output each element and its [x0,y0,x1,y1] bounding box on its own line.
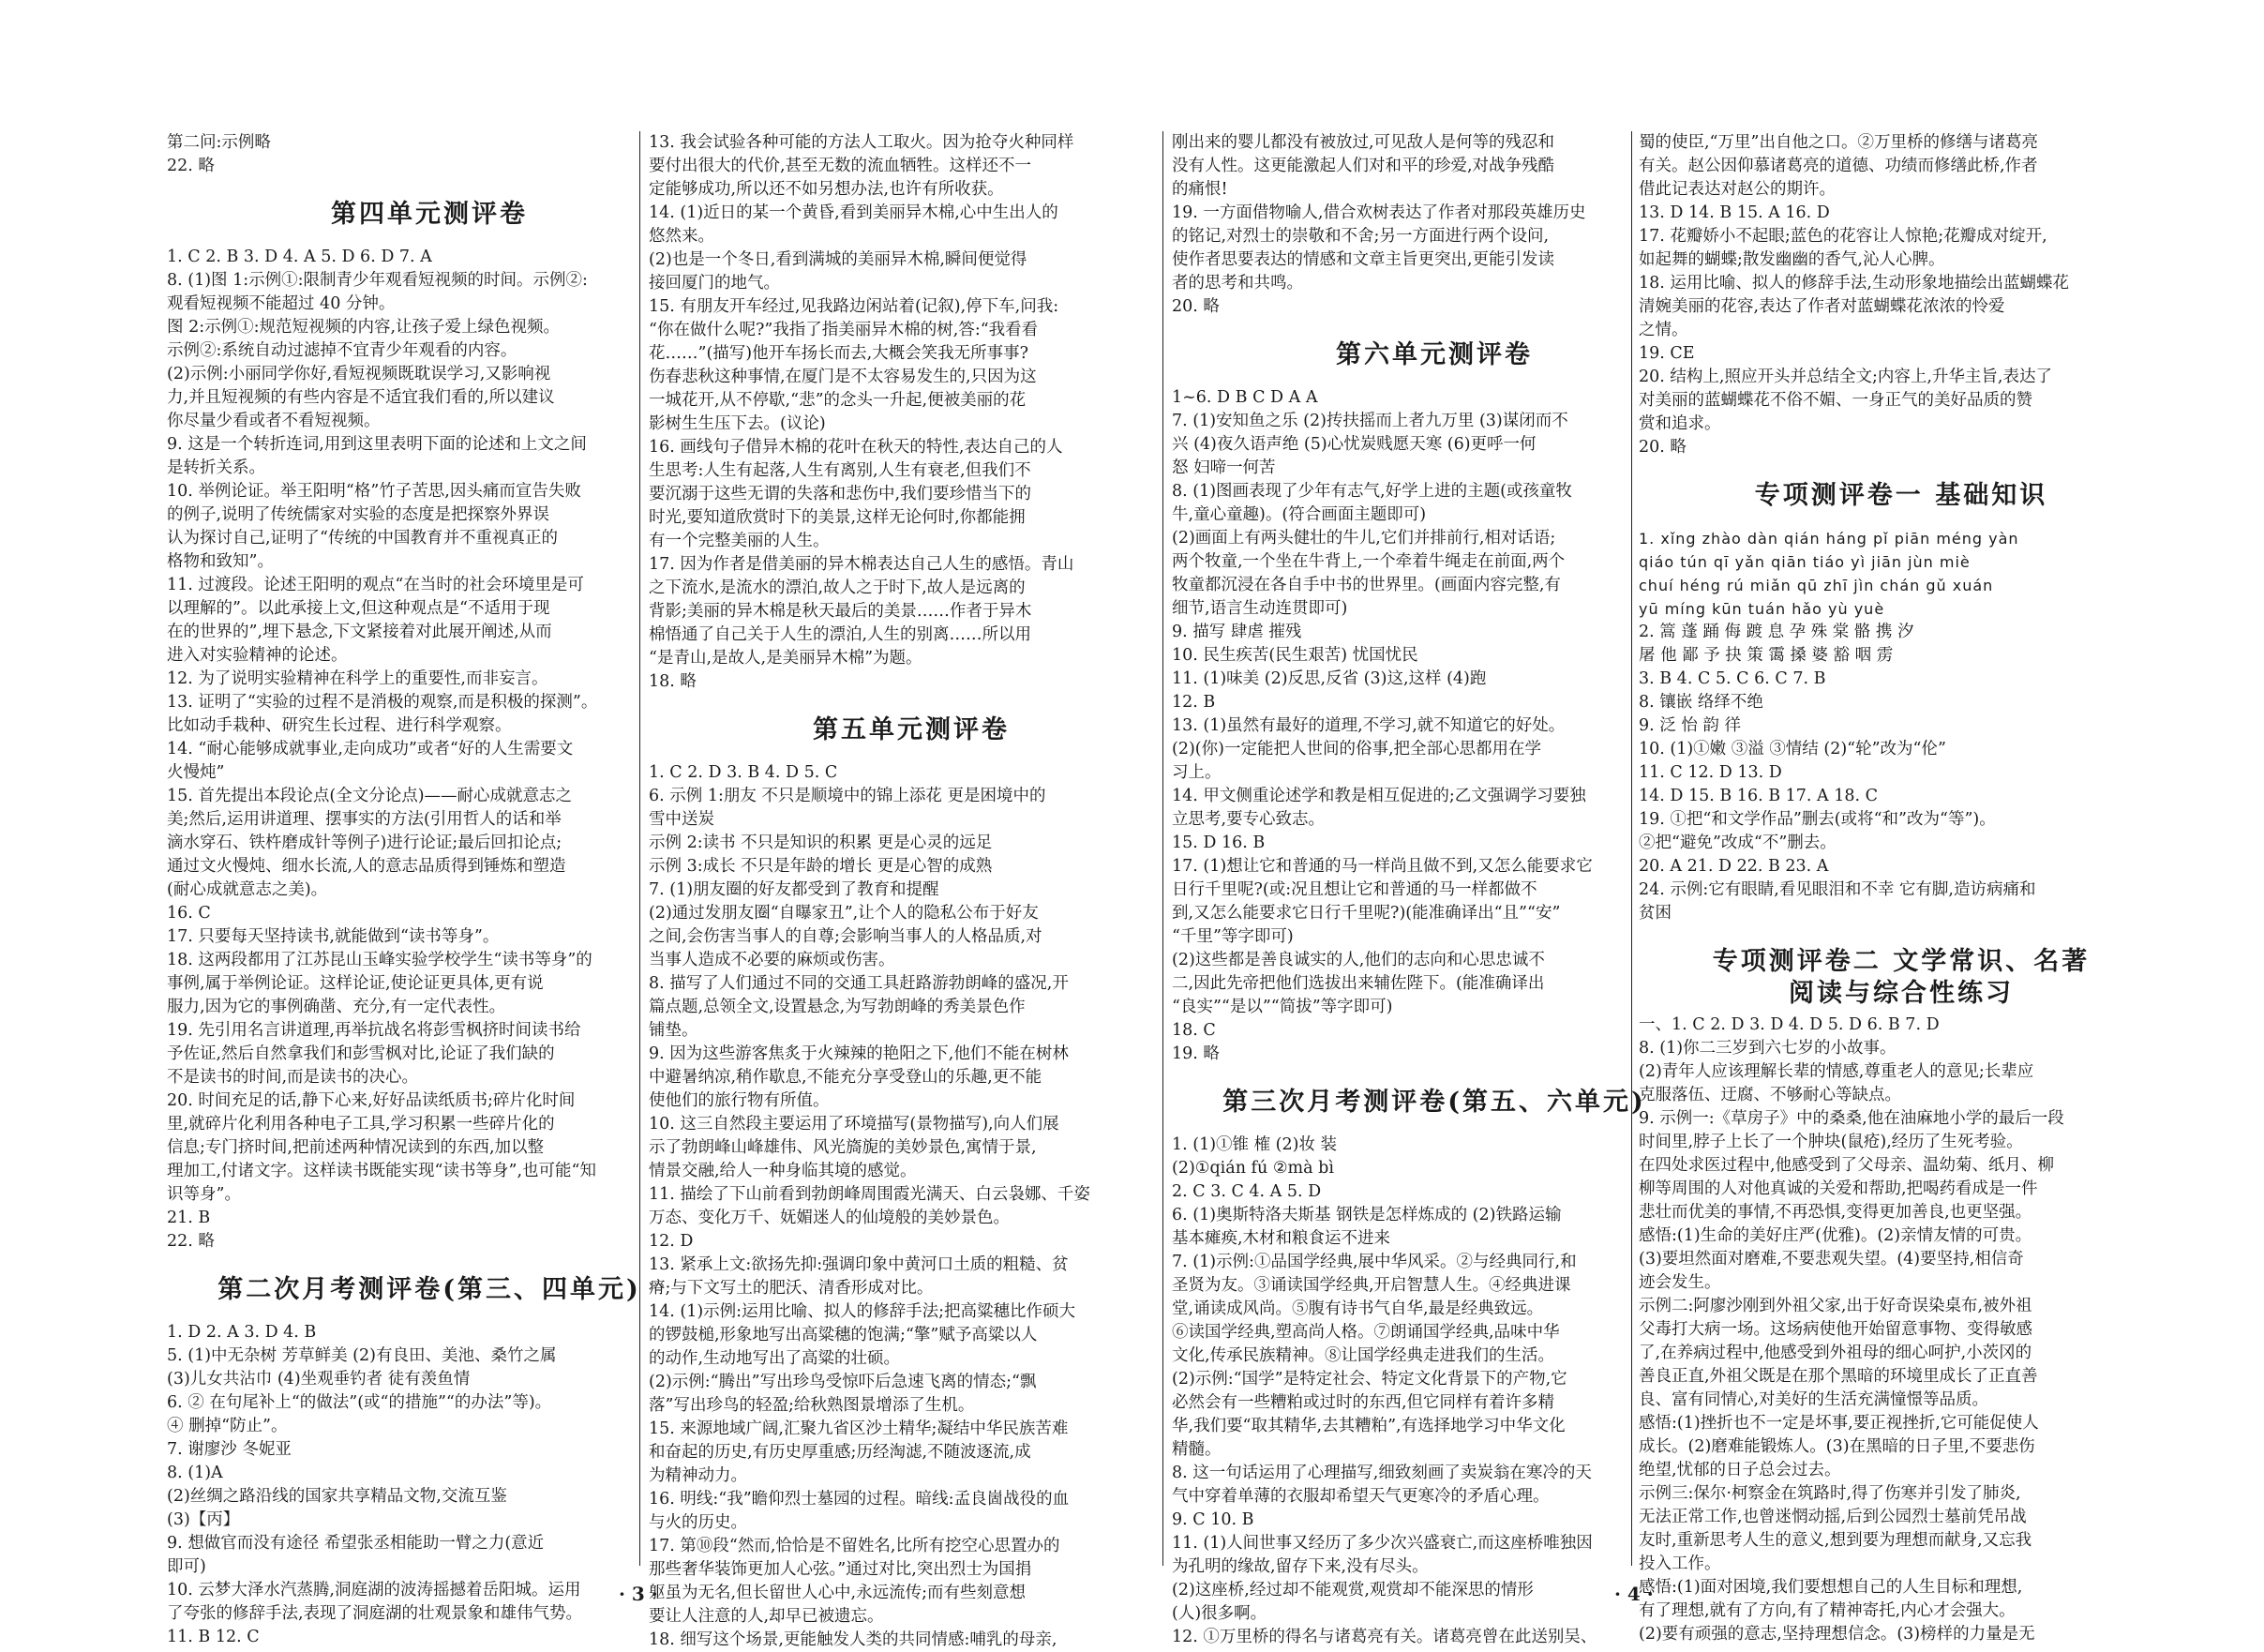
answer-line: 比如动手栽种、研究生长过程、进行科学观察。 [167,716,512,735]
answer-line: 要沉溺于这些无谓的失落和悲伤中,我们要珍惜当下的 [649,485,1032,503]
answer-line: 雪中送炭 [649,810,714,829]
answer-line: 为孔明的缘故,留存下来,没有尽头。 [1172,1557,1429,1576]
answer-line: 有一个完整美丽的人生。 [649,532,830,550]
answer-line: 14. D 15. B 16. B 17. A 18. C [1639,787,1878,805]
answer-line: (2)示例:“腾出”写出珍鸟受惊吓后急速飞离的情态;“飘 [649,1373,1037,1391]
answer-line: 19. 先引用名言讲道理,再举抗战名将彭雪枫挤时间读书给 [167,1021,581,1040]
answer-line: 绝望,忧郁的日子总会过去。 [1639,1461,1841,1479]
answer-line: 一、1. C 2. D 3. D 4. D 5. D 6. B 7. D [1639,1015,1940,1034]
column-3 [1172,131,1697,1649]
answer-line: 背影;美丽的异木棉是秋天最后的美景……作者于异木 [649,602,1032,621]
section-title-exam3: 第三次月考测评卷(第五、六单元) [1222,1088,1646,1117]
answer-line: ⑥读国学经典,塑高尚人格。⑦朗诵国学经典,品味中华 [1172,1323,1560,1342]
answer-line: 伤春悲秋这种事情,在厦门是不太容易发生的,只因为这 [649,368,1037,386]
answer-line: 善良正直,外祖父既是在那个黑暗的环境里成长了正直善 [1639,1367,2038,1386]
answer-line: 信息;专门挤时间,把前述两种情况读到的东西,加以整 [167,1138,545,1157]
answer-line: 无法正常工作,也曾迷惘动摇,后到公园烈士墓前凭吊战 [1639,1508,2027,1526]
answer-line: 6. 示例 1:朋友 不只是顺境中的锦上添花 更是困境中的 [649,787,1046,805]
section-title-exam2: 第二次月考测评卷(第三、四单元) [217,1275,641,1304]
answer-line: 通过文火慢炖、细水长流,人的意志品质得到锤炼和塑造 [167,857,566,876]
answer-line: 时间里,脖子上长了一个肿块(鼠疮),经历了生死考验。 [1639,1133,2023,1151]
answer-line: 华,我们要“取其精华,去其糟粕”,有选择地学习中华文化 [1172,1417,1566,1435]
answer-line: (2)这些都是善良诚实的人,他们的志向和心思忠诚不 [1172,951,1545,969]
answer-line: 示例 3:成长 不只是年龄的增长 更是心智的成熟 [649,857,993,876]
answer-line: yū míng kūn tuán hǎo yù yuè [1639,600,1885,618]
answer-line: 示了勃朗峰山峰雄伟、风光旖旎的美妙景色,寓情于景, [649,1138,1037,1157]
answer-line: 习上。 [1172,763,1222,782]
section-title-unit5: 第五单元测评卷 [813,715,1010,744]
answer-line: 13. (1)虽然有最好的道理,不学习,就不知道它的好处。 [1172,716,1566,735]
answer-line: 示例三:保尔·柯察金在筑路时,得了伤寒并引发了肺炎, [1639,1484,2021,1503]
answer-line: 13. D 14. B 15. A 16. D [1639,203,1830,222]
answer-line: 与火的历史。 [649,1513,747,1532]
answer-line: 迹会发生。 [1639,1273,1721,1292]
page-number-left: · 3 · [619,1583,658,1605]
answer-line: 日行千里呢?(或:况且想让它和普通的马一样都做不 [1172,880,1537,899]
answer-line: 事例,属于举例论证。这样论证,使论证更具体,更有说 [167,974,544,993]
answer-line: 文化,传承民族精神。⑧让国学经典走进我们的生活。 [1172,1346,1555,1365]
section-title-special1: 专项测评卷一 基础知识 [1754,481,2048,510]
answer-line: 10. (1)①嫩 ③溢 ③情结 (2)“轮”改为“伦” [1639,740,1946,758]
answer-line: 7. 谢廖沙 冬妮亚 [167,1440,292,1459]
answer-line: 良、富有同情心,对美好的生活充满憧憬等品质。 [1639,1390,1989,1409]
answer-line: 者的思考和共鸣。 [1172,274,1303,293]
answer-line: 影树生生压下去。(议论) [649,414,826,433]
answer-line: 清婉美丽的花容,表达了作者对蓝蝴蝶花浓浓的怜爱 [1639,297,2005,316]
answer-line: 11. (1)味美 (2)反思,反省 (3)这,这样 (4)跑 [1172,669,1487,688]
answer-line: (耐心成就意志之美)。 [167,880,328,899]
answer-line: (2)这座桥,经过却不能观赏,观赏却不能深思的情形 [1172,1581,1534,1599]
answer-line: 19. 略 [1172,1044,1220,1063]
answer-line: 18. C [1172,1021,1216,1040]
answer-line: 细节,语言生动连贯即可) [1172,599,1348,618]
answer-line: 8. (1)你二三岁到六七岁的小故事。 [1639,1039,1897,1058]
answer-line: 到,又怎么能要求它日行千里呢?)(能准确译出“且”“安” [1172,904,1561,923]
answer-line: 6. (1)奥斯特洛夫斯基 钢铁是怎样炼成的 (2)铁路运输 [1172,1206,1562,1224]
answer-line: 7. (1)安知鱼之乐 (2)抟扶摇而上者九万里 (3)谋闭而不 [1172,412,1568,430]
answer-line: 屠 他 鄙 予 抉 策 霭 搡 婆 豁 咽 雳 [1639,646,1894,665]
answer-line: 1. xǐng zhào dàn qián háng pǐ piān méng yàn [1639,530,2019,548]
answer-line: 牧童都沉浸在各自手中书的世界里。(画面内容完整,有 [1172,576,1561,594]
answer-line: 悲壮而优美的事情,不再恐惧,变得更加善良,也更坚强。 [1639,1203,2032,1222]
section-title-special2-line1: 专项测评卷二 文学常识、名著 [1712,947,2091,976]
answer-line: 对美丽的蓝蝴蝶花不俗不媚、一身正气的美好品质的赞 [1639,391,2032,410]
answer-line: 使他们的旅行物有所值。 [649,1091,830,1110]
answer-line: 在的世界的”,埋下悬念,下文紧接着对此展开阐述,从而 [167,623,552,641]
answer-line: 11. 描绘了下山前看到勃朗峰周围霞光满天、白云袅娜、千姿 [649,1185,1090,1204]
answer-line: 铺垫。 [649,1021,698,1040]
answer-line: 9. 想做官而没有途径 希望张丞相能助一臂之力(意近 [167,1534,545,1553]
answer-line: 花……”(描写)他开车扬长而去,大概会笑我无所事事? [649,344,1029,363]
answer-line: 22. 略 [167,1232,215,1251]
answer-line: 18. 运用比喻、拟人的修辞手法,生动形象地描绘出蓝蝴蝶花 [1639,274,2069,293]
answer-line: 赏和追求。 [1639,414,1721,433]
answer-line: (3)儿女共沾巾 (4)坐观垂钓者 徒有羡鱼情 [167,1370,471,1389]
answer-line: 接回厦门的地气。 [649,274,780,293]
answer-line: 了,在养病过程中,他感受到外祖母的细心呵护,小茨冈的 [1639,1344,2032,1362]
answer-line: 情景交融,给人一种身临其境的感觉。 [649,1162,917,1180]
answer-line: 投入工作。 [1639,1554,1721,1573]
answer-line: 9. C 10. B [1172,1510,1254,1529]
answer-line: 16. 明线:“我”瞻仰烈士墓园的过程。暗线:孟良崮战役的血 [649,1490,1070,1509]
answer-line: 理加工,付诸文字。这样读书既能实现“读书等身”,也可能“知 [167,1162,596,1180]
answer-line: 是转折关系。 [167,458,265,477]
answer-line: 篇点题,总领全文,设置悬念,为写勃朗峰的秀美景色作 [649,998,1026,1016]
answer-line: 20. 时间充足的话,静下心来,好好品读纸质书;碎片化时间 [167,1091,576,1110]
answer-line: 予佐证,然后自然拿我们和彭雪枫对比,论证了我们缺的 [167,1044,555,1063]
answer-line: 17. 只要每天坚持读书,就能做到“读书等身”。 [167,927,500,946]
answer-line: 有了理想,就有了方向,有了精神寄托,内心才会强大。 [1639,1601,2016,1620]
answer-line: 22. 略 [167,157,215,175]
answer-line: 10. 云梦大泽水汽蒸腾,洞庭湖的波涛摇撼着岳阳城。运用 [167,1581,581,1599]
answer-line: 棉悟通了自己关于人生的漂泊,人生的别离……所以用 [649,625,1032,644]
answer-line: 圣贤为友。③诵读国学经典,开启智慧人生。④经典进课 [1172,1276,1571,1295]
answer-line: 8. (1)A [167,1464,223,1482]
answer-line: (2)也是一个冬日,看到满城的美丽异木棉,瞬间便觉得 [649,250,1027,269]
section-title-special2 [1639,946,2164,1010]
answer-line: “你在做什么呢?”我指了指美丽异木棉的树,答:“我看看 [649,321,1039,339]
answer-line: 怒 妇啼一何苦 [1172,458,1276,477]
answer-line: 11. C 12. D 13. D [1639,763,1782,782]
answer-line: 1. C 2. B 3. D 4. A 5. D 6. D 7. A [167,248,432,266]
answer-line: 8. 这一句话运用了心理描写,细致刻画了卖炭翁在寒冷的天 [1172,1464,1592,1482]
answer-line: 10. 举例论证。举王阳明“格”竹子苦思,因头痛而宣告失败 [167,482,581,501]
answer-line: 13. 紧承上文:欲扬先抑:强调印象中黄河口土质的粗糙、贫 [649,1255,1069,1274]
answer-line: 13. 证明了“实验的过程不是消极的观察,而是积极的探测”。 [167,693,598,712]
answer-line: 16. 画线句子借异木棉的花叶在秋天的特性,表达自己的人 [649,438,1063,457]
answer-line: 兴 (4)夜久语声绝 (5)心忧炭贱愿天寒 (6)更呼一何 [1172,435,1537,454]
answer-line: 的锣鼓槌,形象地写出高粱穗的饱满;“擎”赋予高粱以人 [649,1326,1038,1344]
answer-line: 当事人造成不必要的麻烦或伤害。 [649,951,895,969]
answer-line: 力,并且短视频的有些内容是不适宜我们看的,所以建议 [167,388,555,407]
answer-line: 8. 描写了人们通过不同的交通工具赶路游勃朗峰的盛况,开 [649,974,1069,993]
answer-line: 的例子,说明了传统儒家对实验的态度是把探察外界误 [167,505,550,524]
answer-line: 瘠;与下文写土的肥沃、清香形成对比。 [649,1279,934,1298]
answer-line: 不是读书的时间,而是读书的决心。 [167,1068,419,1087]
answer-line: 观看短视频不能超过 40 分钟。 [167,294,396,313]
answer-line: (2)示例:“国学”是特定社会、特定文化背景下的产物,它 [1172,1370,1567,1389]
answer-line: ②把“避免”改成“不”删去。 [1639,834,1837,852]
answer-line: 要让人注意的人,却早已被遗忘。 [649,1607,884,1626]
answer-line: 11. B 12. C [167,1628,260,1646]
answer-line: 8. 镶嵌 络绎不绝 [1639,693,1763,712]
answer-line: 1~6. D B C D A A [1172,388,1318,407]
answer-line: 7. (1)朋友圈的好友都受到了教育和提醒 [649,880,939,899]
answer-line: (2)画面上有两头健壮的牛儿,它们并排前行,相对话语; [1172,529,1556,548]
answer-line: 17. (1)想让它和普通的马一样尚且做不到,又怎么能要求它 [1172,857,1593,876]
answer-line: 滴水穿石、铁杵磨成针等例子)进行论证;最后回扣论点; [167,834,562,852]
answer-line: 蜀的使臣,“万里”出自他之口。②万里桥的修缮与诸葛亮 [1639,133,2038,152]
answer-line: (2)①qián fú ②mà bì [1172,1159,1334,1178]
answer-line: 牛,童心童趣)。(符合画面主题即可) [1172,505,1427,524]
answer-line: 的铭记,对烈士的崇敬和不舍;另一方面进行两个设问, [1172,227,1550,246]
answer-line: “千里”等字即可) [1172,927,1294,946]
answer-line: 为精神动力。 [649,1466,747,1485]
answer-line: 生思考:人生有起落,人生有离别,人生有衰老,但我们不 [649,461,1031,480]
answer-line: (2)丝绸之路沿线的国家共享精品文物,交流互鉴 [167,1487,507,1506]
answer-line: 立思考,要专心致志。 [1172,810,1326,829]
answer-line: 识等身”。 [167,1185,241,1204]
answer-line: (2)青年人应该理解长辈的情感,尊重老人的意见;长辈应 [1639,1062,2034,1081]
answer-line: 9. 示例一:《草房子》中的桑桑,他在油麻地小学的最后一段 [1639,1109,2064,1128]
answer-line: 认为探讨自己,证明了“传统的中国教育并不重视真正的 [167,529,559,548]
answer-line: 13. 我会试验各种可能的方法人工取火。因为抢夺火种同样 [649,133,1074,152]
answer-line: 2. C 3. C 4. A 5. D [1172,1182,1322,1201]
answer-line: 18. 这两段都用了江苏昆山玉峰实验学校学生“读书等身”的 [167,951,592,969]
answer-line: 示例 2:读书 不只是知识的积累 更是心灵的远足 [649,834,993,852]
answer-line: 18. 略 [649,672,697,691]
answer-line: 之下流水,是流水的漂泊,故人之于时下,故人是远离的 [649,578,1026,597]
answer-line: 示例二:阿廖沙刚到外祖父家,出于好奇误染桌布,被外祖 [1639,1297,2032,1315]
answer-line: 20. 略 [1172,297,1220,316]
answer-line: chuí héng rú miǎn qū zhī jìn chán gǔ xuán [1639,577,1994,594]
answer-line: 的痛恨! [1172,180,1228,199]
answer-line: 美;然后,运用讲道理、摆事实的方法(引用哲人的话和举 [167,810,562,829]
answer-line: 19. 一方面借物喻人,借合欢树表达了作者对那段英雄历史 [1172,203,1586,222]
section-title-special2-line2: 阅读与综合性练习 [1789,979,2014,1008]
answer-line: 进入对实验精神的论述。 [167,646,348,665]
answer-line: 以理解的”。以此承接上文,但这种观点是“不适用于现 [167,599,550,618]
answer-line: 7. (1)示例:①品国学经典,展中华风采。②与经典同行,和 [1172,1253,1577,1271]
answer-line: 里,就碎片化利用各种电子工具,学习积累一些碎片化的 [167,1115,555,1134]
answer-line: 1. C 2. D 3. B 4. D 5. C [649,763,838,782]
answer-line: 在四处求医过程中,他感受到了父母亲、温幼菊、纸月、柳 [1639,1156,2055,1175]
answer-line: 有关。赵公因仰慕诸葛亮的道德、功绩而修缮此桥,作者 [1639,157,2038,175]
answer-line: 两个牧童,一个坐在牛背上,一个牵着牛绳走在前面,两个 [1172,552,1566,571]
answer-line: 克服落伍、迂腐、不够耐心等缺点。 [1639,1086,1901,1104]
answer-line: 落”写出珍鸟的轻盈;给秋熟图景增添了生机。 [649,1396,975,1415]
answer-line: 精髓。 [1172,1440,1222,1459]
answer-line: 8. (1)图画表现了少年有志气,好学上进的主题(或孩童牧 [1172,482,1572,501]
answer-line: 10. 民生疾苦(民生艰苦) 忧国忧民 [1172,646,1418,665]
answer-line: 3. B 4. C 5. C 6. C 7. B [1639,669,1826,688]
answer-line: 15. 有朋友开车经过,见我路边闲站着(记叙),停下车,问我: [649,297,1059,316]
answer-line: (3)【丙】 [167,1510,240,1529]
answer-line: 14. “耐心能够成就事业,走向成功”或者“好的人生需要文 [167,740,574,758]
answer-line: 之间,会伤害当事人的自尊;会影响当事人的人格品质,对 [649,927,1042,946]
answer-line: (2)要有顽强的意志,坚持理想信念。(3)榜样的力量是无 [1639,1625,2035,1644]
answer-line: 图 2:示例①:规范短视频的内容,让孩子爱上绿色视频。 [167,318,561,337]
answer-line: 19. ①把“和文学作品”删去(或将“和”改为“等”)。 [1639,810,1996,829]
answer-line: 1. (1)①锥 榷 (2)妆 装 [1172,1135,1338,1154]
answer-line: 你尽量少看或者不看短视频。 [167,412,381,430]
answer-line: 了夸张的修辞手法,表现了洞庭湖的壮观景象和雄伟气势。 [167,1604,583,1623]
answer-line: 气中穿着单薄的衣服却希望天气更寒冷的矛盾心理。 [1172,1487,1550,1506]
answer-line: 感悟:(1)生命的美好庄严(优雅)。(2)亲情友情的可贵。 [1639,1226,2032,1245]
answer-line: “良实”“是以”“简拔”等字即可) [1172,998,1393,1016]
answer-line: 格物和致知”。 [167,552,274,571]
answer-line: 之情。 [1639,321,1688,339]
page-number-right: · 4 · [1614,1583,1654,1605]
answer-line: 10. 这三自然段主要运用了环境描写(景物描写),向人们展 [649,1115,1059,1134]
answer-line: 刚出来的婴儿都没有被放过,可见敌人是何等的残忍和 [1172,133,1555,152]
answer-line: 柳等周围的人对他真诚的关爱和帮助,把喝药看成是一件 [1639,1179,2038,1198]
answer-line: 12. B [1172,693,1216,712]
answer-line: 17. 第⑩段“然而,恰恰是不留姓名,比所有挖空心思置办的 [649,1537,1060,1555]
answer-line: 20. A 21. D 22. B 23. A [1639,857,1829,876]
answer-line: 要付出很大的代价,甚至无数的流血牺牲。这样还不一 [649,157,1032,175]
answer-line: 12. D [649,1232,694,1251]
answer-line: 9. 泛 怡 韵 徉 [1639,716,1741,735]
answer-line: 6. ② 在句尾补上“的做法”(或“的措施”“的办法”等)。 [167,1393,552,1412]
answer-line: 没有人性。这更能激起人们对和平的珍爱,对战争残酷 [1172,157,1555,175]
answer-line: 5. (1)中无杂树 芳草鲜美 (2)有良田、美池、桑竹之属 [167,1346,557,1365]
answer-line: 9. 描写 肆虐 摧残 [1172,623,1302,641]
answer-line: 19. CE [1639,344,1695,363]
answer-line: (人)很多啊。 [1172,1604,1267,1623]
answer-line: (2)(你)一定能把人世间的俗事,把全部心思都用在学 [1172,740,1542,758]
answer-line: (3)要坦然面对磨难,不要悲观失望。(4)要坚持,相信奇 [1639,1250,2024,1269]
answer-line: 11. 过渡段。论述王阳明的观点“在当时的社会环境里是可 [167,576,584,594]
answer-line: 示例②:系统自动过滤掉不宜青少年观看的内容。 [167,341,517,360]
answer-line: 9. 这是一个转折连词,用到这里表明下面的论述和上文之间 [167,435,587,454]
answer-line: 14. 甲文侧重论述学和教是相互促进的;乙文强调学习要独 [1172,787,1586,805]
answer-line: 21. B [167,1209,211,1227]
answer-line: 友时,重新思考人生的意义,想到要为理想而献身,又忘我 [1639,1531,2032,1550]
answer-line: 悠然来。 [649,227,714,246]
answer-line: 即可) [167,1557,206,1576]
answer-line: “是青山,是故人,是美丽异木棉”为题。 [649,649,922,668]
answer-line: 如起舞的蝴蝶;散发幽幽的香气,沁人心脾。 [1639,250,1945,269]
answer-line: 躯虽为无名,但长留世人心中,永远流传;而有些刻意想 [649,1584,1027,1602]
answer-line: 那些奢华装饰更加人心弦。”通过对比,突出烈士为国捐 [649,1560,1032,1579]
answer-line: 火慢炖” [167,763,225,782]
answer-line: 9. 因为这些游客焦炙于火辣辣的艳阳之下,他们不能在树林 [649,1044,1069,1063]
answer-line: (2)通过发朋友圈“自曝家丑”,让个人的隐私公布于好友 [649,904,1039,923]
answer-line: 20. 略 [1639,438,1687,457]
answer-line: 17. 花瓣娇小不起眼;蓝色的花容让人惊艳;花瓣成对绽开, [1639,227,2047,246]
answer-line: 18. 细写这个场景,更能触发人类的共同情感:哺乳的母亲, [649,1630,1057,1649]
answer-line: 感悟:(1)挫折也不一定是坏事,要正视挫折,它可能促使人 [1639,1414,2039,1433]
answer-line: 堂,诵读成风尚。⑤腹有诗书气自华,最是经典致远。 [1172,1299,1544,1318]
answer-line: (2)示例:小丽同学你好,看短视频既耽误学习,又影响视 [167,365,551,383]
answer-line: ④ 删掉“防止”。 [167,1417,288,1435]
answer-line: 时光,要知道欣赏时下的美景,这样无论何时,你都能拥 [649,508,1026,527]
answer-line: 12. ①万里桥的得名与诸葛亮有关。诸葛亮曾在此送别吴、 [1172,1628,1597,1646]
answer-line: 必然会有一些糟粕或过时的东西,但它同样有着许多精 [1172,1393,1555,1412]
column-2 [649,131,1174,1652]
answer-line: 中避暑纳凉,稍作歇息,不能充分享受登山的乐趣,更不能 [649,1068,1042,1087]
answer-line: 感悟:(1)面对困境,我们要想想自己的人生目标和理想, [1639,1578,2023,1597]
answer-line: 20. 结构上,照应开头并总结全文;内容上,升华主旨,表达了 [1639,368,2052,386]
column-1 [167,131,692,1649]
answer-line: 借此记表达对赵公的期许。 [1639,180,1836,199]
answer-line: 24. 示例:它有眼睛,看见眼泪和不幸 它有脚,造访病痛和 [1639,880,2036,899]
answer-line: 二,因此先帝把他们选拔出来辅佐陛下。(能准确译出 [1172,974,1545,993]
answer-line: 一城花开,从不停歇,“悲”的念头一升起,便被美丽的花 [649,391,1027,410]
answer-line: 12. 为了说明实验精神在科学上的重要性,而非妄言。 [167,669,548,688]
column-4 [1639,131,2164,1646]
answer-line: 基本瘫痪,木材和粮食运不进来 [1172,1229,1391,1248]
answer-line: 的动作,生动地写出了高粱的壮硕。 [649,1349,901,1368]
answer-line: 服力,因为它的事例确凿、充分,有一定代表性。 [167,998,506,1016]
answer-line: 14. (1)示例:运用比喻、拟人的修辞手法;把高粱穗比作硕大 [649,1302,1075,1321]
answer-line: 2. 篙 蓬 踊 侮 踱 息 孕 殊 棠 骼 携 汐 [1639,623,1914,641]
answer-line: 贫困 [1639,904,1672,923]
answer-line: 16. C [167,904,211,923]
answer-line: 和奋起的历史,有历史厚重感;历经淘滤,不随波逐流,成 [649,1443,1031,1462]
answer-line: 17. 因为作者是借美丽的异木棉表达自己人生的感悟。青山 [649,555,1074,574]
answer-line: 14. (1)近日的某一个黄昏,看到美丽异木棉,心中生出人的 [649,203,1058,222]
answer-line: 成长。(2)磨难能锻炼人。(3)在黑暗的日子里,不要悲伤 [1639,1437,2035,1456]
answer-line: qiáo tún qī yǎn qiān tiáo yì jiān jùn miè [1639,553,1971,571]
answer-line: 15. 首先提出本段论点(全文分论点)——耐心成就意志之 [167,787,573,805]
section-title-unit4: 第四单元测评卷 [331,200,528,229]
answer-line: 万态、变化万千、妩媚迷人的仙境般的美妙景色。 [649,1209,1010,1227]
answer-line: 15. 来源地域广阔,汇聚九省区沙土精华;凝结中华民族苦难 [649,1419,1069,1438]
answer-line: 15. D 16. B [1172,834,1266,852]
answer-line: 使作者思要表达的情感和文章主旨更突出,更能引发读 [1172,250,1555,269]
answer-line: 第二问:示例略 [167,133,271,152]
answer-line: 父毒打大病一场。这场病使他开始留意事物、变得敏感 [1639,1320,2032,1339]
answer-line: 11. (1)人间世事又经历了多少次兴盛衰亡,而这座桥唯独因 [1172,1534,1593,1553]
answer-line: 定能够成功,所以还不如另想办法,也许有所收获。 [649,180,1004,199]
answer-line: 1. D 2. A 3. D 4. B [167,1323,317,1342]
answer-line: 8. (1)图 1:示例①:限制青少年观看短视频的时间。示例②: [167,271,588,290]
section-title-unit6: 第六单元测评卷 [1336,340,1533,369]
